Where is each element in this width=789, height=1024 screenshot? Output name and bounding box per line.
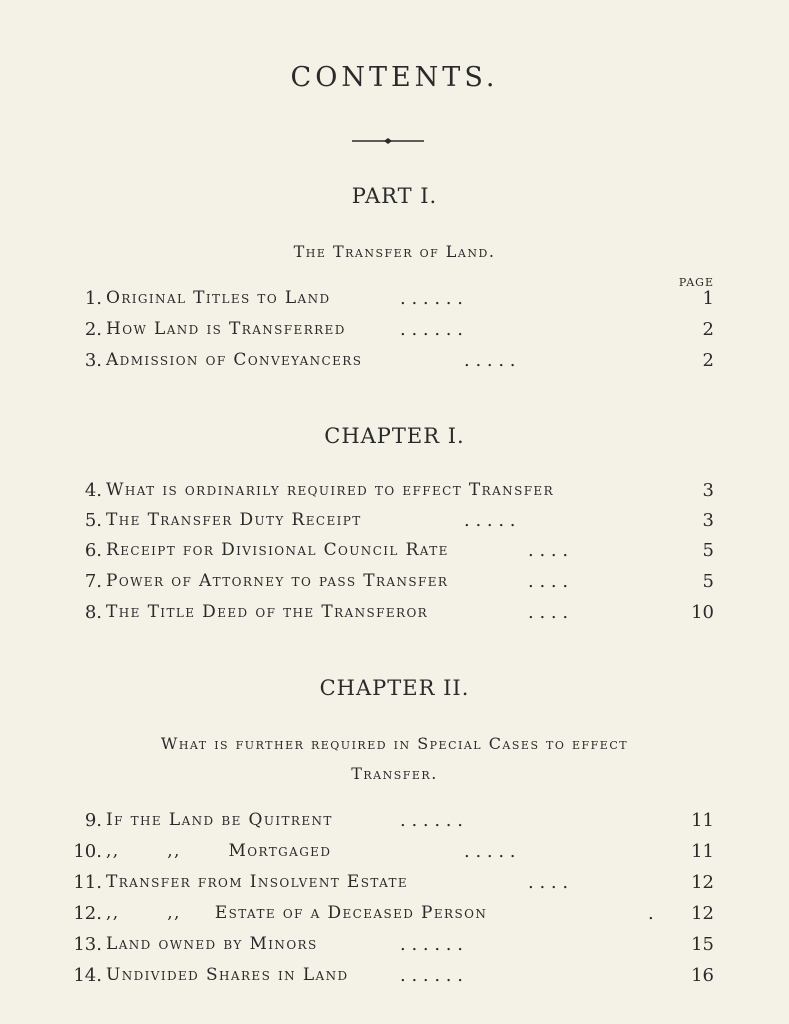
entry-page: 2 bbox=[702, 350, 714, 371]
entry-title: How Land is Transferred bbox=[106, 319, 346, 339]
leader-dots: . . . . . . bbox=[400, 934, 463, 955]
entry-number: 13. bbox=[73, 934, 102, 955]
entry-title: The Transfer Duty Receipt bbox=[106, 510, 362, 530]
entry-title: What is ordinarily required to effect Transfer bbox=[106, 480, 555, 500]
entry-title: Land owned by Minors bbox=[106, 934, 318, 954]
toc-entry bbox=[60, 810, 720, 836]
toc-entry bbox=[60, 602, 720, 628]
leader-dots: . . . . . . bbox=[400, 319, 463, 340]
part-subheading: The Transfer of Land. bbox=[293, 242, 496, 261]
entry-title: ,, ,, Mortgaged bbox=[106, 841, 332, 861]
toc-entry bbox=[60, 540, 720, 566]
entry-page: 3 bbox=[702, 480, 714, 501]
leader-dots: . . . . bbox=[528, 540, 569, 561]
entry-title: Original Titles to Land bbox=[106, 288, 331, 308]
leader-dots: . . . . bbox=[528, 872, 569, 893]
entry-page: 12 bbox=[691, 903, 714, 924]
entry-title: If the Land be Quitrent bbox=[106, 810, 333, 830]
toc-entry bbox=[60, 319, 720, 345]
entry-title: Power of Attorney to pass Transfer bbox=[106, 571, 449, 591]
entry-number: 5. bbox=[84, 510, 102, 531]
toc-entry bbox=[60, 903, 720, 929]
entry-number: 8. bbox=[84, 602, 102, 623]
leader-dots: . . . . . bbox=[464, 350, 516, 371]
leader-dots: . . . . bbox=[528, 602, 569, 623]
chapter-subheading: What is further required in Special Cases to effect bbox=[160, 734, 629, 753]
toc-entry bbox=[60, 841, 720, 867]
entry-page: 10 bbox=[691, 602, 714, 623]
ornamental-rule bbox=[352, 137, 424, 145]
toc-entry bbox=[60, 872, 720, 898]
entry-number: 4. bbox=[84, 480, 102, 501]
entry-page: 5 bbox=[702, 571, 714, 592]
entry-page: 16 bbox=[691, 965, 714, 986]
entry-page: 12 bbox=[691, 872, 714, 893]
entry-title: Transfer from Insolvent Estate bbox=[106, 872, 409, 892]
entry-title: ,, ,, Estate of a Deceased Person bbox=[106, 903, 488, 923]
entry-number: 11. bbox=[73, 872, 102, 893]
toc-entry bbox=[60, 350, 720, 376]
entry-page: 11 bbox=[691, 810, 714, 831]
leader-dots: . . . . . . bbox=[400, 288, 463, 309]
entry-title: Undivided Shares in Land bbox=[106, 965, 349, 985]
entry-number: 3. bbox=[84, 350, 102, 371]
entry-title: Receipt for Divisional Council Rate bbox=[106, 540, 449, 560]
leader-dots: . . . . bbox=[528, 571, 569, 592]
leader-dots: . . . . . . bbox=[400, 965, 463, 986]
leader-dots: . . . . . bbox=[464, 841, 516, 862]
entry-number: 6. bbox=[84, 540, 102, 561]
entry-title: Admission of Conveyancers bbox=[106, 350, 363, 370]
entry-number: 14. bbox=[73, 965, 102, 986]
page-column-label: PAGE bbox=[678, 276, 714, 289]
toc-entry bbox=[60, 288, 720, 314]
leader-dots: . bbox=[648, 903, 654, 924]
toc-entry bbox=[60, 934, 720, 960]
toc-entry bbox=[60, 965, 720, 991]
entry-number: 2. bbox=[84, 319, 102, 340]
entry-page: 5 bbox=[702, 540, 714, 561]
entry-number: 12. bbox=[73, 903, 102, 924]
page-title: CONTENTS. bbox=[290, 62, 499, 93]
entry-page: 3 bbox=[702, 510, 714, 531]
part-heading: PART I. bbox=[351, 184, 438, 208]
entry-page: 15 bbox=[691, 934, 714, 955]
toc-entry bbox=[60, 510, 720, 536]
chapter-heading: CHAPTER II. bbox=[319, 676, 470, 700]
toc-entry bbox=[60, 571, 720, 597]
entry-number: 1. bbox=[84, 288, 102, 309]
entry-page: 11 bbox=[691, 841, 714, 862]
entry-number: 7. bbox=[84, 571, 102, 592]
toc-entry bbox=[60, 480, 720, 506]
entry-page: 1 bbox=[702, 288, 714, 309]
entry-number: 10. bbox=[73, 841, 102, 862]
leader-dots: . . . . . bbox=[464, 510, 516, 531]
entry-title: The Title Deed of the Transferor bbox=[106, 602, 429, 622]
entry-number: 9. bbox=[84, 810, 102, 831]
leader-dots: . . . . . . bbox=[400, 810, 463, 831]
entry-page: 2 bbox=[702, 319, 714, 340]
chapter-subheading-continued: Transfer. bbox=[351, 764, 438, 783]
chapter-heading: CHAPTER I. bbox=[324, 424, 465, 448]
